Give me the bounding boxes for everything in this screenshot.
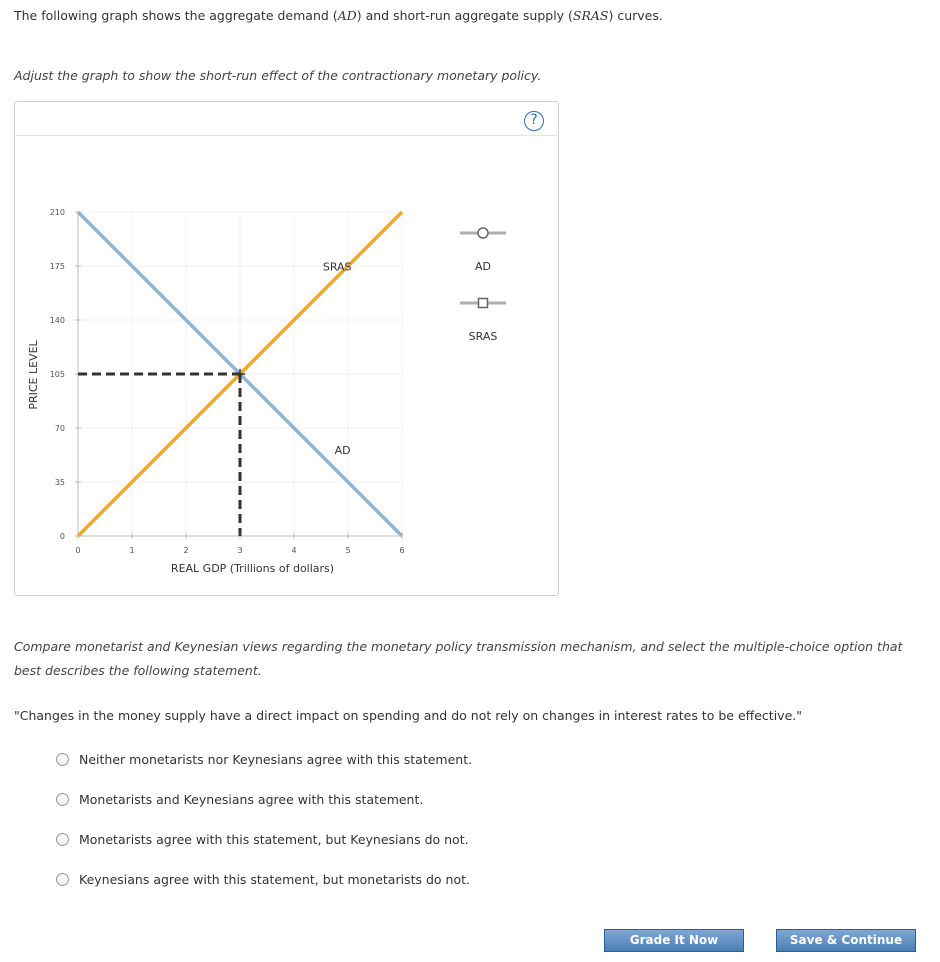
radio-monetarists[interactable] (56, 833, 69, 846)
question-statement: "Changes in the money supply have a direct impact on spending and do not rely on changes in interest rates to be effective." (14, 708, 802, 723)
legend-ad-label: AD (475, 260, 491, 273)
intro-text (14, 8, 663, 23)
radio-keynesians[interactable] (56, 873, 69, 886)
x-tick-label: 1 (129, 546, 135, 555)
y-tick-label: 140 (49, 316, 65, 325)
y-axis-title: PRICE LEVEL (27, 340, 40, 410)
x-tick-label: 5 (345, 546, 351, 555)
graph-panel (14, 101, 559, 596)
legend-ad-circle-icon[interactable] (478, 228, 488, 238)
x-tick-label: 2 (183, 546, 189, 555)
option-monetarists-label: Monetarists agree with this statement, but Keynesians do not. (79, 832, 469, 847)
instruction-text: Adjust the graph to show the short-run effect of the contractionary monetary policy. (14, 68, 542, 83)
x-axis-title: REAL GDP (Trillions of dollars) (170, 562, 335, 575)
y-tick-label: 70 (54, 424, 65, 433)
intro-sras-abbr: SRAS (572, 8, 609, 23)
curve-label-sras: SRAS (322, 260, 352, 274)
radio-neither[interactable] (56, 753, 69, 766)
radio-both[interactable] (56, 793, 69, 806)
help-button[interactable]: ? (524, 111, 544, 131)
curve-label-ad: AD (334, 444, 351, 458)
question-prompt: Compare monetarist and Keynesian views regarding the monetary policy transmission mechanism, and select the multiple-choice option that best describes the following statement. (14, 639, 903, 678)
legend-sras-square-icon[interactable] (479, 299, 488, 308)
y-tick-label: 35 (54, 478, 65, 487)
option-keynesians[interactable] (56, 872, 470, 887)
option-neither-label: Neither monetarists nor Keynesians agree with this statement. (79, 752, 473, 767)
legend-sras-label: SRAS (468, 330, 498, 343)
intro-middle: ) and short-run aggregate supply ( (356, 8, 573, 23)
y-tick-label: 0 (59, 532, 65, 541)
intro-ad-abbr: AD (337, 8, 357, 23)
y-tick-label: 175 (49, 262, 65, 271)
y-tick-label: 105 (49, 370, 65, 379)
x-tick-label: 6 (399, 546, 405, 555)
save-continue-button[interactable]: Save & Continue (776, 929, 916, 952)
y-tick-label: 210 (49, 208, 65, 217)
x-tick-label: 3 (237, 546, 243, 555)
option-keynesians-label: Keynesians agree with this statement, but monetarists do not. (79, 872, 470, 887)
graph-chart[interactable] (15, 102, 560, 597)
option-both[interactable] (56, 792, 423, 807)
option-neither[interactable] (56, 752, 472, 767)
intro-suffix: ) curves. (608, 8, 663, 23)
x-tick-label: 0 (75, 546, 81, 555)
x-tick-label: 4 (291, 546, 297, 555)
intro-prefix: The following graph shows the aggregate demand ( (14, 8, 338, 23)
option-both-label: Monetarists and Keynesians agree with this statement. (79, 792, 424, 807)
option-monetarists[interactable] (56, 832, 469, 847)
grade-it-now-button[interactable]: Grade It Now (604, 929, 744, 952)
